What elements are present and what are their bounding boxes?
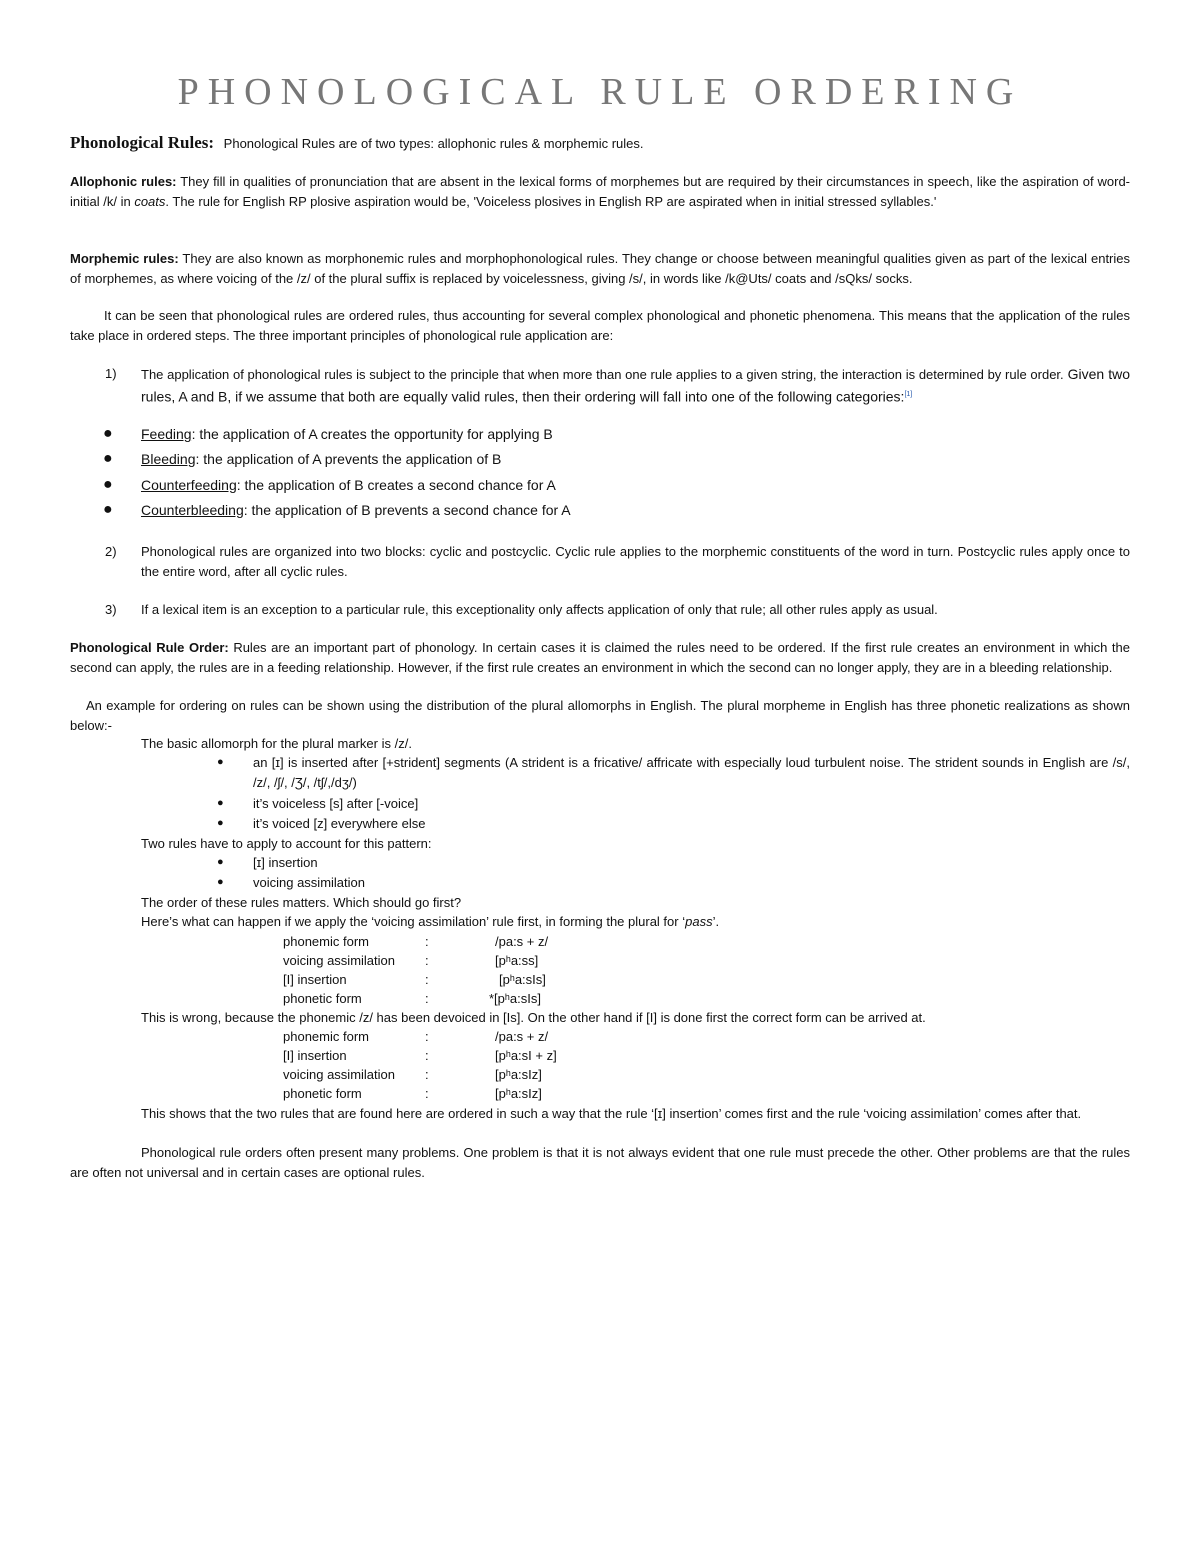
intro-paragraph [70,133,1130,154]
allophonic-paragraph [70,172,1130,211]
bullet-icon: ● [217,817,224,829]
principle-text: If a lexical item is an exception to a particular rule, this exceptionality only affects application of only that rule; all other rules apply as usual. [141,602,938,617]
rule-item: voicing assimilation [253,875,365,890]
realization-item: it’s voiceless [s] after [-voice] [253,796,419,811]
morphemic-paragraph [70,249,1130,288]
rule-order-heading: Phonological Rule Order: [70,640,229,655]
bullet-icon: ● [103,476,113,493]
allophonic-heading: Allophonic rules: [70,174,177,189]
principle-number: 1) [105,366,117,381]
document-page: PHONOLOGICAL RULE ORDERING Phonological Rules: Phonological Rules are of two types: allophonic rules & morphemic rules. Allophonic rules: They fill in qualities of pronunciation that are absent in the lexical forms of morphemes but are required by their circumstances in speech, like the aspiration of word-initial /k/ in coats. The rule for English RP plosive aspiration would be, 'Voiceless plosives in English RP are aspirated when in initial stressed syllables.' Morphemic rules: They are also known as morphonemic rules and morphophonological rules. They change or choose between meaningful qualities given as part of the lexical entries of morphemes, as where voicing of the /z/ of the plural suffix is replaced by voicelessness, giving /s/, in words like /k@Uts/ coats and /sQks/ socks. It can be seen that phonological rules are ordered rules, thus accounting for several complex phonological and phonetic phenomena. This means that the application of the rules take place in ordered steps. The three important principles of phonological rule application are: 1) The application of phonological rules is subject to the principle that when more than one rule applies to a given string, the interaction is determined by rule order. Given two rules, A and B, if we assume that both are equally valid rules, then their ordering will fall into one of the following categories:[1] ● Feeding: the application of A creates the opportunity for applying B ● Bleeding: the application of A prevents the application of B ● Counterfeeding: the application of B creates a second chance for A ● Counterbleeding: the application of B prevents a second chance for A 2) Phonological rules are organized into two blocks: cyclic and postcyclic. Cyclic rule applies to the morphemic constituents of the word in turn. Postcyclic rules apply once to the entire word, after all cyclic rules. 3) If a lexical item is an exception to a particular rule, this exceptionality only affects application of only that rule; all other rules apply as usual. Phonological Rule Order: Rules are an important part of phonology. In certain cases it is claimed the rules need to be ordered. If the first rule creates an environment in which the second can apply, the rules are in a feeding relationship. However, if the first rule creates an environment in which the second can no longer apply, they are in a bleeding relationship. An example for ordering on rules can be shown using the distribution of the plural allomorphs in English. The plural morpheme in English has three phonetic realizations as shown below:- The basic allomorph for the plural marker is /z/. ● an [ɪ] is inserted after [+strident] segments (A strident is a fricative/ affricate with especially loud turbulent noise. The strident sounds in English are /s/, /z/, /ʃ/, /Ʒ/, /tʃ/,/dʒ/) ● it’s voiceless [s] after [-voice] ● it’s voiced [z] everywhere else Two rules have to apply to account for this pattern: ● [ɪ] insertion ● voicing assimilation The order of these rules matters. Which should go first? Here’s what can happen if we apply the ‘voicing assimilation’ rule first, in forming the plural for ‘pass’. phonemic form : /pa:s + z/ voicing assimilation : [pʰa:ss] [I] insertion : [pʰa:sIs] phonetic form : *[pʰa:sIs] This is wrong, because the phonemic /z/ has been devoiced in [Is]. On the other hand if [I] is done first the correct form can be arrived at. phonemic form : /pa:s + z/ [I] insertion : [pʰa:sI + z] voicing assimilation : [pʰa:sIz] phonetic form : [pʰa:sIz] This shows that the two rules that are found here are ordered in such a way that the rule ‘[ɪ] insertion’ comes first and the rule ‘voicing assimilation’ comes after that. Phonological rule orders often present many problems. One problem is that it is not always evident that one rule must precede the other. Other problems are that the rules are often not universal and in certain cases are optional rules. [0,0,1200,1553]
bullet-icon: ● [217,856,224,868]
bullet-icon: ● [103,501,113,518]
rule-order-text: Rules are an important part of phonology. In certain cases it is claimed the rules need to be ordered. If the first rule creates an environment in which the second can apply, the rules are in a feeding relationship. However, if the first rule creates an environment in which the second can no longer apply, they are in a bleeding relationship. [70,640,1130,675]
morphemic-text: They are also known as morphonemic rules and morphophonological rules. They change or choose between meaningful qualities given as part of the lexical entries of morphemes, as where voicing of the /z/ of the plural suffix is replaced by voicelessness, giving /s/, in words like /k@Uts/ coats and /sQks/ socks. [70,251,1131,286]
principle-number: 2) [105,544,117,559]
two-rules-line: Two rules have to apply to account for this pattern: [141,836,432,851]
principle-number: 3) [105,602,117,617]
footnote-reference[interactable]: [1] [904,390,913,398]
page-title: PHONOLOGICAL RULE ORDERING [177,71,1023,113]
rule-order-paragraph [70,638,1130,677]
realization-item: an [ɪ] is inserted after [+strident] segments (A strident is a fricative/ affricate with especially loud turbulent noise. The strident sounds in English are /s/, /z/, /ʃ/, /Ʒ/, /tʃ/,/dʒ/) [253,755,1130,790]
category-item: Counterfeeding: the application of B creates a second chance for A [141,477,556,493]
realization-item: it’s voiced [z] everywhere else [253,816,426,831]
pass-example-line: Here’s what can happen if we apply the ‘voicing assimilation’ rule first, in forming the plural for ‘pass’. [141,914,720,929]
category-item: Bleeding: the application of A prevents the application of B [141,451,502,467]
rule-item: [ɪ] insertion [253,855,318,870]
allophonic-text-end: . The rule for English RP plosive aspiration would be, 'Voiceless plosives in English RP are aspirated when in initial stressed syllables.' [165,193,937,209]
intro-heading: Phonological Rules: [70,133,215,152]
principle-text: The application of phonological rules is subject to the principle that when more than one rule applies to a given string, the interaction is determined by rule order. Given two rules, A and B, if we assume that both are equally valid rules, then their ordering will fall into one of the following categories:[1] [141,366,1130,404]
bullet-icon: ● [217,756,224,768]
category-item: Feeding: the application of A creates the opportunity for applying B [141,426,553,442]
bullet-icon: ● [217,876,224,888]
category-item: Counterbleeding: the application of B prevents a second chance for A [141,502,571,518]
principle-text: Phonological rules are organized into two blocks: cyclic and postcyclic. Cyclic rule applies to the morphemic constituents of the word in turn. Postcyclic rules apply once to the entire word, after all cyclic rules. [141,544,1130,579]
order-question-line: The order of these rules matters. Which should go first? [141,895,462,910]
wrong-explanation-line: This is wrong, because the phonemic /z/ has been devoiced in [Is]. On the other hand if [I] is done first the correct form can be arrived at. [141,1010,926,1025]
allophonic-italic: coats [134,193,166,209]
intro-text: Phonological Rules are of two types: allophonic rules & morphemic rules. [223,136,644,151]
problems-paragraph: Phonological rule orders often present many problems. One problem is that it is not always evident that one rule must precede the other. Other problems are that the rules are often not universal and in certain cases are optional rules. [70,1145,1130,1180]
bullet-icon: ● [217,797,224,809]
allophonic-text: They fill in qualities of pronunciation that are absent in the lexical forms of morphemes but are required by their circumstances in speech, like the aspiration of word-initial /k/ in [70,174,1131,209]
bullet-icon: ● [103,450,113,467]
ordered-rules-paragraph: It can be seen that phonological rules are ordered rules, thus accounting for several complex phonological and phonetic phenomena. This means that the application of the rules take place in ordered steps. The three important principles of phonological rule application are: [70,308,1130,343]
basic-allomorph-line: The basic allomorph for the plural marker is /z/. [141,736,412,751]
example-paragraph: An example for ordering on rules can be shown using the distribution of the plural allomorphs in English. The plural morpheme in English has three phonetic realizations as shown below:- [70,698,1130,733]
bullet-icon: ● [103,425,113,442]
morphemic-heading: Morphemic rules: [70,251,179,266]
conclusion-paragraph: This shows that the two rules that are found here are ordered in such a way that the rule ‘[ɪ] insertion’ comes first and the rule ‘voicing assimilation’ comes after that. [141,1106,1082,1121]
